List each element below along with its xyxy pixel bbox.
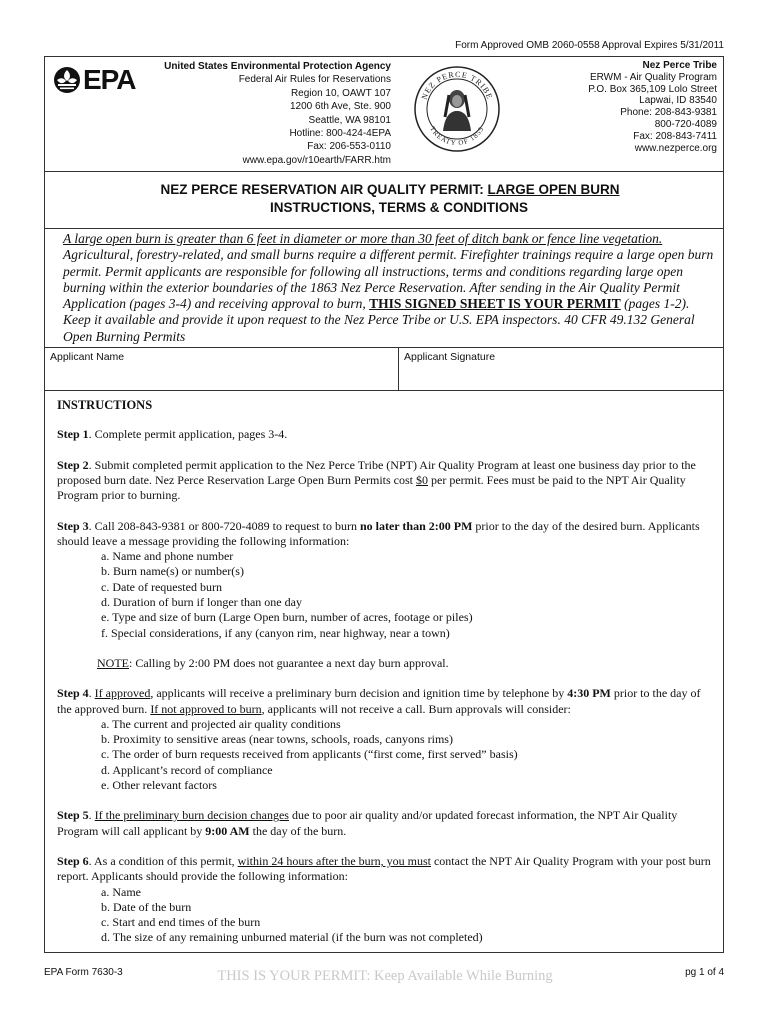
step-4-list [57,717,711,793]
epa-flower-icon [53,66,81,94]
step-2: Step 2. Submit completed permit application to the Nez Perce Tribe (NPT) Air Quality Program at least one business day prior to the proposed burn date. Nez Perce Reservation Large Open Burn Permits cost $0 per permit. Fees must be paid to the NPT Air Quality Program prior to burning. [57,457,696,503]
list-item: d. Applicant’s record of compliance [101,762,273,777]
step-1: Step 1. Complete permit application, pages 3-4. [57,427,288,442]
epa-logo [53,66,136,94]
epa-address-line: Seattle, WA 98101 [308,114,391,126]
step-6-list [57,885,711,946]
permit-footer-notice: THIS IS YOUR PERMIT: Keep Available While Burning [217,968,553,984]
npt-address-line: Lapwai, ID 83540 [639,95,717,107]
list-item: c. Start and end times of the burn [101,915,261,930]
nez-perce-seal [413,65,501,153]
permit-form [44,56,724,953]
epa-agency-name: United States Environmental Protection Agency [164,61,391,72]
npt-website: www.nezperce.org [634,142,717,154]
page-number: pg 1 of 4 [685,967,724,978]
step-3: Step 3. Call 208-843-9381 or 800-720-4089 to request to burn no later than 2:00 PM prior to the day of the desired burn. Applicants should leave a message providing the following information: a. Name and phone number b. Burn name(s) or number(s) c. Date of requested burn d. Duration of burn if longer than one day e. Type and size of burn (Large Open burn, number of acres, footage or piles) f. Special considerations, if any (canyon rim, near highway, near a town) NOTE: Calling by 2:00 PM does not guarantee a next day burn approval. [57,519,711,672]
npt-phone: Phone: 208-843-9381 [620,107,717,119]
applicant-name-field[interactable] [45,348,399,390]
epa-website: www.epa.gov/r10earth/FARR.htm [242,154,391,166]
seal-top-text: NEZ PERCE TRIBE [419,69,495,101]
npt-org-name: Nez Perce Tribe [642,60,717,71]
epa-address-block [143,60,391,167]
step-6: Step 6. As a condition of this permit, within 24 hours after the burn, you must contact the NPT Air Quality Program with your post burn report. Applicants should provide the following information: a. Name b. Date of the burn c. Start and end times of the burn d. The size of any remaining unburned material (if the burn was not completed) [57,853,711,945]
epa-address-line: Federal Air Rules for Reservations [238,74,391,86]
epa-logo-text: EPA [83,64,136,95]
epa-fax: Fax: 206-553-0110 [307,141,391,153]
epa-address-line: 1200 6th Ave, Ste. 900 [289,101,391,113]
form-title [45,171,723,228]
applicant-signature-label: Applicant Signature [404,351,496,364]
permit-cost: $0 [416,472,429,487]
list-item: b. Date of the burn [101,899,192,914]
list-item: d. The size of any remaining unburned material (if the burn was not completed) [101,930,483,945]
form-number: EPA Form 7630-3 [44,967,123,978]
list-item: b. Burn name(s) or number(s) [101,564,244,579]
step-3-note: NOTE: Calling by 2:00 PM does not guarantee a next day burn approval. [97,655,449,670]
intro-permit-notice: THIS SIGNED SHEET IS YOUR PERMIT [369,296,621,312]
list-item: e. Type and size of burn (Large Open burn, number of acres, footage or piles) [101,610,473,625]
list-item: c. The order of burn requests received from applicants (“first come, first served” basis) [101,747,518,762]
npt-address-line: ERWM - Air Quality Program [589,71,717,83]
form-header [45,57,723,171]
step-5: Step 5. If the preliminary burn decision changes due to poor air quality and/or updated forecast information, the NPT Air Quality Program will call applicant by 9:00 AM the day of the burn. [57,808,678,838]
epa-hotline: Hotline: 800-424-4EPA [289,128,391,140]
list-item: b. Proximity to sensitive areas (near towns, schools, roads, canyons rims) [101,732,453,747]
list-item: e. Other relevant factors [101,778,217,793]
applicant-signature-field[interactable] [399,348,723,390]
applicant-row [45,347,723,390]
npt-phone-alt: 800-720-4089 [654,118,717,130]
npt-address-block [517,60,717,154]
title-line-2: INSTRUCTIONS, TERMS & CONDITIONS [269,200,528,215]
list-item: f. Special considerations, if any (canyon rim, near highway, near a town) [101,625,450,640]
title-permit-type: LARGE OPEN BURN [487,182,620,197]
npt-address-line: P.O. Box 365,109 Lolo Street [588,83,717,95]
step-3-list [57,549,711,641]
step-4: Step 4. If approved, applicants will receive a preliminary burn decision and ignition time by telephone by 4:30 PM prior to the day of the approved burn. If not approved to burn, applicants will not receive a call. Burn approvals will consider: a. The current and projected air quality conditions b. Proximity to sensitive areas (near towns, schools, roads, canyons rims) c. The order of burn requests received from applicants (“first come, first served” basis) d. Applicant’s record of compliance e. Other relevant factors [57,686,711,793]
list-item: a. Name and phone number [101,549,234,564]
list-item: d. Duration of burn if longer than one day [101,595,302,610]
intro-definition: A large open burn is greater than 6 feet in diameter or more than 30 feet of ditch bank or fence line vegetation. [63,231,663,246]
intro-paragraph: A large open burn is greater than 6 feet in diameter or more than 30 feet of ditch bank or fence line vegetation. Agricultural, forestry-related, and small burns require a different permit. Firefighter trainings require a large open burn permit. Permit applicants are responsible for following all instructions, terms and conditions regarding large open burning within the exterior boundaries of the 1863 Nez Perce Reservation. After sending in the Air Quality Permit Application (pages 3-4) and receiving approval to burn, THIS SIGNED SHEET IS YOUR PERMIT (pages 1-2). Keep it available and provide it upon request to the Nez Perce Tribe or U.S. EPA inspectors. 40 CFR 49.132 General Open Burning Permits [45,228,723,347]
seal-bottom-text: TREATY OF 1855 [428,125,486,148]
epa-address-line: Region 10, OAWT 107 [290,87,391,99]
list-item: c. Date of requested burn [101,579,222,594]
instructions-section [45,390,723,952]
list-item: a. Name [101,884,141,899]
instructions-title: INSTRUCTIONS [57,398,153,413]
npt-fax: Fax: 208-843-7411 [633,130,717,142]
applicant-name-label: Applicant Name [50,351,125,364]
list-item: a. The current and projected air quality conditions [101,716,341,731]
omb-approval-text: Form Approved OMB 2060-0558 Approval Expires 5/31/2011 [455,40,724,51]
title-line-1: NEZ PERCE RESERVATION AIR QUALITY PERMIT: LARGE OPEN BURN [160,182,620,197]
